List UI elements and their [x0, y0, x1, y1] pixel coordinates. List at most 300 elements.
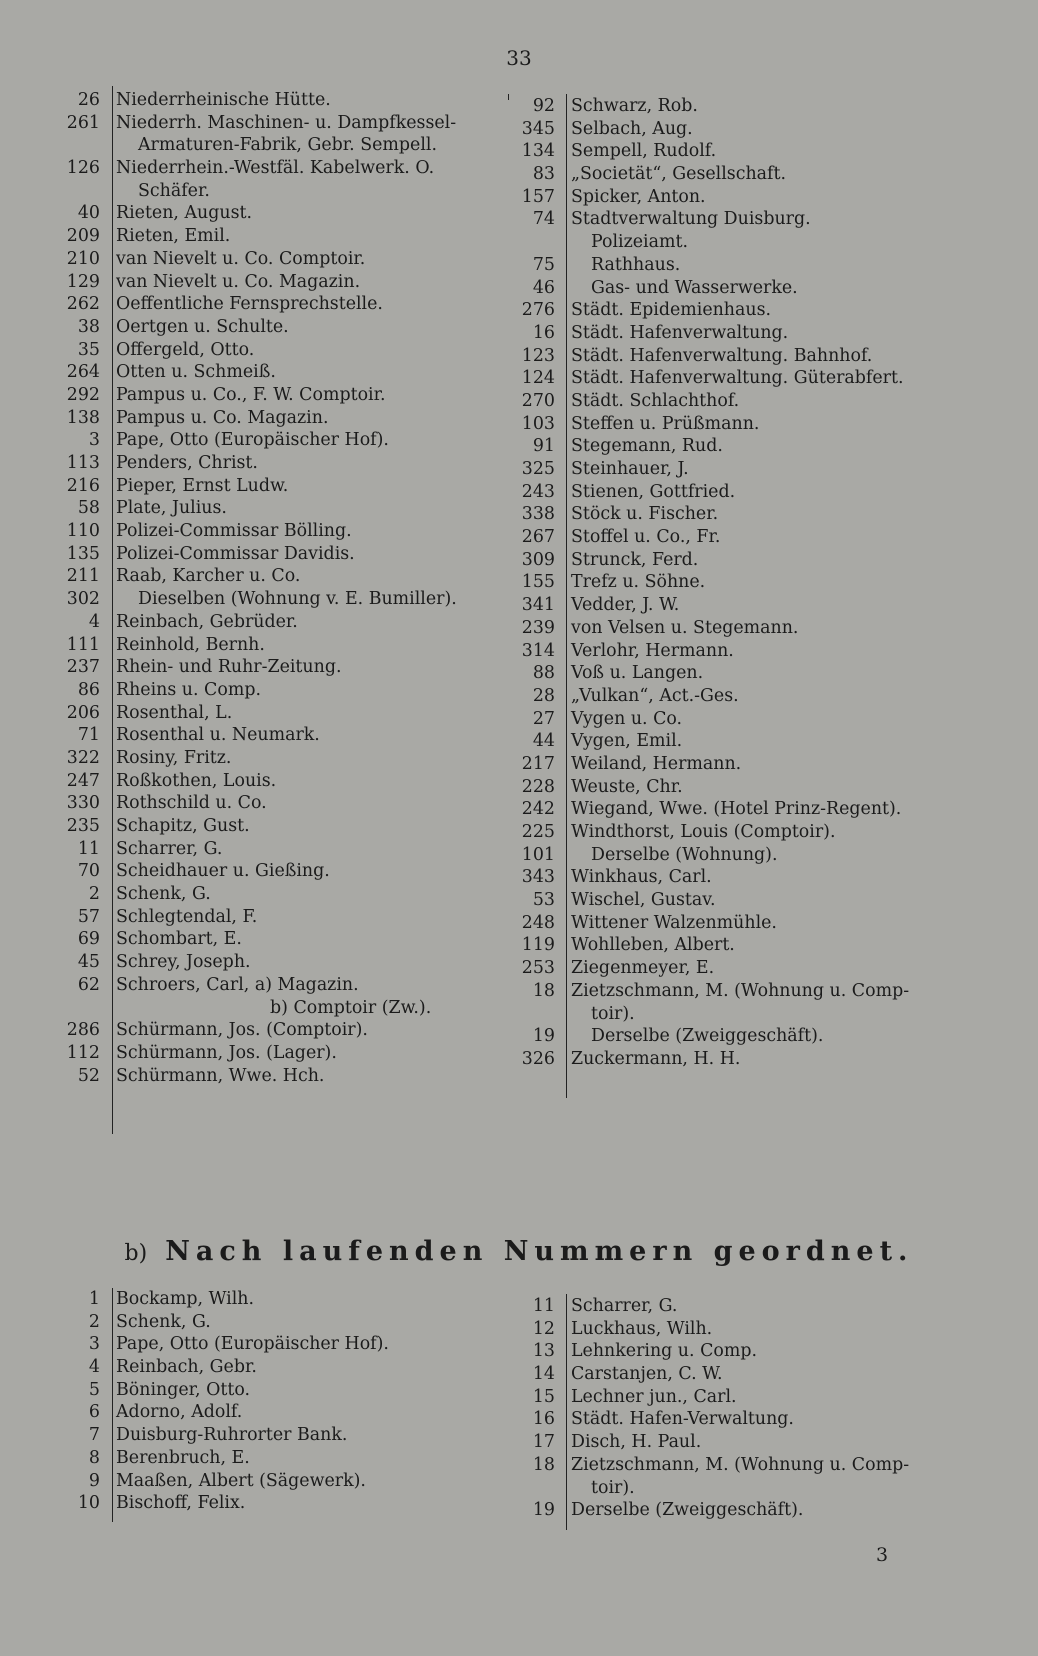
section-b-prefix: b) — [124, 1241, 148, 1266]
entry-number: 206 — [66, 702, 100, 723]
entry-number: 86 — [77, 679, 100, 700]
directory-entry — [42, 497, 502, 520]
entry-name: Derselbe (Zweiggeschäft). — [571, 1500, 804, 1521]
entry-number: 6 — [88, 1402, 100, 1423]
entry-number: 211 — [66, 566, 100, 587]
directory-entry — [485, 1340, 945, 1363]
entry-number: 88 — [532, 663, 555, 684]
entry-name: Derselbe (Wohnung). — [591, 844, 778, 865]
directory-entry — [42, 1492, 502, 1515]
entry-number: 157 — [521, 186, 555, 207]
entry-name: Pape, Otto (Europäischer Hof). — [116, 1334, 389, 1355]
entry-name: Rhein- und Ruhr-Zeitung. — [116, 657, 342, 678]
entry-number: 19 — [532, 1500, 555, 1521]
entry-number: 92 — [532, 96, 555, 116]
entry-name: Schapitz, Gust. — [116, 816, 250, 836]
entry-name: Rosenthal, L. — [116, 702, 233, 723]
entry-name: Otten u. Schmeiß. — [116, 362, 276, 383]
directory-entry — [485, 1025, 945, 1048]
entry-number: 225 — [521, 822, 555, 842]
directory-entry — [42, 565, 502, 588]
entry-name: Scheidhauer u. Gießing. — [116, 861, 330, 882]
entry-name: Vygen u. Co. — [571, 708, 683, 729]
entry-name: Wittener Walzenmühle. — [571, 912, 777, 933]
page-number: 33 — [506, 46, 532, 70]
entry-name: Wischel, Gustav. — [571, 890, 716, 911]
entry-name: Berenbruch, E. — [116, 1447, 250, 1468]
entry-name: Polizei-Commissar Davidis. — [116, 543, 355, 564]
entry-number: 341 — [521, 595, 555, 616]
entry-number: 46 — [532, 277, 555, 298]
directory-entry — [42, 860, 502, 883]
entry-number: 253 — [521, 958, 555, 979]
section-b-title: Nach laufenden Nummern geordnet. — [165, 1236, 914, 1267]
entry-number: 103 — [521, 413, 555, 434]
entry-number: 129 — [66, 271, 100, 292]
entry-name: Schenk, G. — [116, 884, 211, 905]
directory-entry — [42, 225, 502, 248]
entry-number: 62 — [77, 974, 100, 995]
entry-number: 235 — [66, 816, 100, 836]
directory-entry — [42, 157, 502, 180]
entry-name: Dieselben (Wohnung v. E. Bumiller). — [138, 589, 457, 610]
entry-number: 44 — [532, 731, 555, 752]
entry-number: 286 — [66, 1020, 100, 1041]
directory-entry — [42, 1424, 502, 1447]
entry-number: 7 — [88, 1425, 100, 1446]
entry-name: Duisburg-Ruhrorter Bank. — [116, 1425, 348, 1446]
entry-name: Stadtverwaltung Duisburg. — [571, 209, 811, 230]
directory-entry — [42, 1356, 502, 1379]
entry-name: Sempell, Rudolf. — [571, 141, 717, 162]
entry-name: Schombart, E. — [116, 929, 242, 950]
directory-entry — [485, 889, 945, 912]
directory-entry — [485, 186, 945, 209]
entry-name: Schäfer. — [138, 180, 210, 201]
entry-name: Wohlleben, Albert. — [571, 935, 735, 956]
entry-name: Adorno, Adolf. — [116, 1402, 243, 1423]
directory-entry — [485, 912, 945, 935]
directory-entry — [485, 413, 945, 436]
directory-entry — [42, 1470, 502, 1493]
directory-entry — [485, 435, 945, 458]
entry-number: 124 — [521, 368, 555, 389]
directory-entry — [485, 1318, 945, 1341]
directory-entry — [42, 906, 502, 929]
entry-name: Bischoff, Felix. — [116, 1493, 246, 1514]
directory-entry — [42, 588, 502, 611]
directory-entry — [42, 248, 502, 271]
directory-entry — [42, 611, 502, 634]
entry-number: 9 — [88, 1470, 100, 1491]
entry-number: 216 — [66, 475, 100, 496]
entry-name: Lehnkering u. Comp. — [571, 1341, 757, 1362]
directory-entry — [485, 662, 945, 685]
entry-number: 70 — [77, 861, 100, 882]
entry-name: Niederrhein.-Westfäl. Kabelwerk. O. — [116, 158, 435, 179]
entry-name: Gas- und Wasserwerke. — [591, 277, 798, 298]
entry-name: Rathhaus. — [591, 254, 681, 275]
directory-entry — [42, 202, 502, 225]
directory-entry — [485, 594, 945, 617]
entry-name: Strunck, Ferd. — [571, 549, 699, 570]
entry-number: 112 — [66, 1042, 100, 1063]
directory-entry — [485, 844, 945, 867]
entry-name: Trefz u. Söhne. — [571, 572, 706, 593]
entry-name: Oertgen u. Schulte. — [116, 316, 289, 337]
entry-name: Rosenthal u. Neumark. — [116, 725, 320, 746]
directory-entry — [485, 730, 945, 753]
entry-name: Pampus u. Co. Magazin. — [116, 407, 329, 428]
directory-entry — [485, 549, 945, 572]
directory-entry — [42, 724, 502, 747]
entry-number: 101 — [521, 844, 555, 865]
entry-number: 314 — [521, 640, 555, 661]
directory-entry — [42, 928, 502, 951]
directory-entry — [485, 140, 945, 163]
directory-entry — [485, 640, 945, 663]
entry-number: 322 — [66, 747, 100, 768]
directory-entry — [42, 475, 502, 498]
directory-entry — [42, 997, 502, 1020]
directory-entry — [485, 617, 945, 640]
entry-number: 14 — [532, 1364, 555, 1385]
entry-name: Städt. Hafenverwaltung. Bahnhof. — [571, 345, 873, 366]
directory-entry — [485, 481, 945, 504]
entry-number: 243 — [521, 481, 555, 502]
directory-entry — [485, 1408, 945, 1431]
directory-entry — [42, 1288, 502, 1311]
directory-entry — [42, 951, 502, 974]
entry-name: Zuckermann, H. H. — [571, 1048, 741, 1069]
entry-name: Schürmann, Jos. (Comptoir). — [116, 1020, 368, 1041]
entry-name: Rothschild u. Co. — [116, 793, 267, 814]
directory-entry — [485, 390, 945, 413]
directory-entry — [42, 883, 502, 906]
directory-entry — [42, 1379, 502, 1402]
section-a-right-column — [485, 95, 945, 1071]
entry-name: Reinbach, Gebr. — [116, 1357, 257, 1378]
entry-number: 91 — [532, 436, 555, 457]
entry-number: 58 — [77, 498, 100, 519]
directory-entry — [485, 458, 945, 481]
entry-number: 74 — [532, 209, 555, 230]
entry-number: 343 — [521, 867, 555, 888]
entry-name: Weuste, Chr. — [571, 776, 683, 797]
entry-number: 113 — [66, 453, 100, 473]
entry-number: 19 — [532, 1026, 555, 1047]
entry-name: Böninger, Otto. — [116, 1379, 251, 1400]
entry-number: 52 — [77, 1065, 100, 1086]
entry-name: Niederrh. Maschinen- u. Dampfkessel- — [116, 112, 457, 133]
entry-number: 2 — [88, 884, 100, 905]
entry-name: Weiland, Hermann. — [571, 753, 742, 774]
entry-name: Pape, Otto (Europäischer Hof). — [116, 430, 389, 451]
directory-entry — [485, 1003, 945, 1026]
section-b-left-column — [42, 1288, 502, 1515]
entry-name: van Nievelt u. Co. Magazin. — [116, 271, 361, 292]
directory-entry — [485, 503, 945, 526]
entry-name: Stienen, Gottfried. — [571, 481, 736, 502]
entry-number: 69 — [77, 929, 100, 950]
entry-name: Steffen u. Prüßmann. — [571, 413, 760, 434]
entry-name: Schlegtendal, F. — [116, 906, 258, 927]
entry-name: van Nievelt u. Co. Comptoir. — [116, 248, 366, 269]
entry-name: Pieper, Ernst Ludw. — [116, 475, 289, 496]
directory-entry — [485, 1499, 945, 1522]
directory-entry — [42, 271, 502, 294]
entry-name: Polizei-Commissar Bölling. — [116, 521, 352, 542]
entry-number: 111 — [66, 634, 100, 655]
entry-name: Voß u. Langen. — [571, 663, 704, 684]
entry-name: Disch, H. Paul. — [571, 1432, 702, 1453]
directory-entry — [42, 747, 502, 770]
entry-number: 325 — [521, 459, 555, 479]
entry-number: 17 — [532, 1432, 555, 1453]
entry-number: 264 — [66, 362, 100, 383]
entry-name: Vedder, J. W. — [571, 595, 680, 616]
entry-number: 18 — [532, 980, 555, 1001]
entry-number: 276 — [521, 300, 555, 321]
entry-name: Bockamp, Wilh. — [116, 1289, 254, 1309]
directory-entry — [485, 367, 945, 390]
entry-name: Zietzschmann, M. (Wohnung u. Comp- — [571, 980, 910, 1001]
entry-number: 345 — [521, 118, 555, 139]
directory-entry — [42, 339, 502, 362]
entry-number: 228 — [521, 776, 555, 797]
directory-entry — [485, 571, 945, 594]
entry-name: Schürmann, Jos. (Lager). — [116, 1042, 337, 1063]
directory-entry — [42, 316, 502, 339]
directory-entry — [485, 322, 945, 345]
entry-number: 8 — [88, 1447, 100, 1468]
directory-entry — [485, 1454, 945, 1477]
directory-entry — [42, 792, 502, 815]
entry-number: 292 — [66, 384, 100, 405]
directory-entry — [42, 112, 502, 135]
entry-name: Luckhaus, Wilh. — [571, 1318, 713, 1339]
entry-name: Niederrheinische Hütte. — [116, 90, 331, 110]
entry-name: Raab, Karcher u. Co. — [116, 566, 301, 587]
directory-entry — [42, 407, 502, 430]
directory-entry — [485, 345, 945, 368]
directory-entry — [42, 974, 502, 997]
directory-entry — [485, 708, 945, 731]
directory-entry — [42, 679, 502, 702]
entry-name: Spicker, Anton. — [571, 186, 706, 207]
entry-name: „Vulkan“, Act.-Ges. — [571, 685, 739, 706]
entry-name: Vygen, Emil. — [571, 731, 683, 752]
directory-entry — [42, 770, 502, 793]
entry-number: 330 — [66, 793, 100, 814]
entry-number: 28 — [532, 685, 555, 706]
entry-number: 4 — [88, 1357, 100, 1378]
entry-name: Maaßen, Albert (Sägewerk). — [116, 1470, 366, 1491]
directory-entry — [485, 1386, 945, 1409]
directory-entry — [485, 821, 945, 844]
directory-entry — [42, 702, 502, 725]
directory-entry — [485, 254, 945, 277]
directory-entry — [42, 134, 502, 157]
entry-number: 242 — [521, 799, 555, 820]
entry-name: toir). — [591, 1477, 635, 1498]
directory-entry — [485, 526, 945, 549]
directory-entry — [485, 1363, 945, 1386]
entry-number: 134 — [521, 141, 555, 162]
directory-entry — [485, 776, 945, 799]
entry-number: 326 — [521, 1048, 555, 1069]
directory-entry — [485, 277, 945, 300]
entry-number: 110 — [66, 521, 100, 542]
entry-name: Städt. Epidemienhaus. — [571, 300, 772, 321]
entry-number: 71 — [77, 725, 100, 746]
entry-number: 27 — [532, 708, 555, 729]
entry-number: 262 — [66, 294, 100, 315]
entry-number: 12 — [532, 1318, 555, 1339]
entry-name: Ziegenmeyer, E. — [571, 958, 715, 979]
directory-entry — [485, 1477, 945, 1500]
sheet-signature: 3 — [876, 1544, 889, 1566]
entry-name: Derselbe (Zweiggeschäft). — [591, 1026, 824, 1047]
entry-name: von Velsen u. Stegemann. — [571, 617, 799, 638]
entry-number: 209 — [66, 226, 100, 247]
entry-name: Städt. Hafenverwaltung. Güterabfert. — [571, 368, 904, 389]
entry-name: Oeffentliche Fernsprechstelle. — [116, 294, 383, 315]
entry-name: Rieten, Emil. — [116, 226, 231, 247]
entry-name: Schenk, G. — [116, 1311, 211, 1332]
entry-name: Schwarz, Rob. — [571, 96, 698, 116]
entry-number: 75 — [532, 254, 555, 275]
directory-entry — [42, 656, 502, 679]
entry-name: Stöck u. Fischer. — [571, 504, 719, 525]
entry-number: 138 — [66, 407, 100, 428]
entry-number: 338 — [521, 504, 555, 525]
entry-name: „Societät“, Gesellschaft. — [571, 164, 786, 185]
directory-entry — [485, 957, 945, 980]
entry-name: Winkhaus, Carl. — [571, 867, 712, 888]
entry-name: Polizeiamt. — [591, 232, 688, 253]
directory-entry — [42, 429, 502, 452]
entry-number: 83 — [532, 164, 555, 185]
entry-name: Reinhold, Bernh. — [116, 634, 265, 655]
entry-number: 237 — [66, 657, 100, 678]
entry-number: 3 — [88, 430, 100, 451]
directory-entry — [42, 89, 502, 112]
directory-entry — [42, 1333, 502, 1356]
entry-number: 309 — [521, 549, 555, 570]
directory-entry — [485, 798, 945, 821]
directory-entry — [42, 815, 502, 838]
entry-number: 270 — [521, 390, 555, 411]
section-a-left-column — [42, 89, 502, 1087]
directory-entry — [42, 180, 502, 203]
directory-entry — [42, 1042, 502, 1065]
directory-entry — [42, 361, 502, 384]
entry-name: Penders, Christ. — [116, 453, 258, 473]
entry-number: 4 — [88, 611, 100, 632]
entry-name: Rosiny, Fritz. — [116, 747, 232, 768]
entry-name: Selbach, Aug. — [571, 118, 693, 139]
entry-name: Pampus u. Co., F. W. Comptoir. — [116, 384, 386, 405]
directory-entry — [485, 685, 945, 708]
entry-number: 45 — [77, 952, 100, 973]
entry-name: Schroers, Carl, a) Magazin. — [116, 974, 359, 995]
directory-entry — [485, 866, 945, 889]
entry-number: 239 — [521, 617, 555, 638]
entry-number: 217 — [521, 753, 555, 774]
entry-name: Schrey, Joseph. — [116, 952, 251, 973]
entry-number: 57 — [77, 906, 100, 927]
entry-name: Stoffel u. Co., Fr. — [571, 527, 721, 548]
entry-number: 15 — [532, 1386, 555, 1407]
section-b-right-column — [485, 1295, 945, 1522]
entry-number: 16 — [532, 1409, 555, 1430]
entry-name: Scharrer, G. — [116, 838, 223, 859]
entry-name: Roßkothen, Louis. — [116, 770, 277, 791]
entry-number: 261 — [66, 112, 100, 133]
entry-name: Windthorst, Louis (Comptoir). — [571, 822, 836, 842]
entry-number: 26 — [77, 90, 100, 110]
entry-name: Plate, Julius. — [116, 498, 227, 519]
directory-entry — [42, 838, 502, 861]
entry-number: 248 — [521, 912, 555, 933]
entry-number: 10 — [77, 1493, 100, 1514]
directory-entry — [485, 1048, 945, 1071]
directory-entry — [42, 452, 502, 475]
entry-number: 3 — [88, 1334, 100, 1355]
entry-number: 40 — [77, 203, 100, 224]
entry-number: 302 — [66, 589, 100, 610]
directory-entry — [42, 1019, 502, 1042]
directory-entry — [485, 299, 945, 322]
directory-entry — [485, 208, 945, 231]
directory-entry — [42, 1447, 502, 1470]
entry-name: Steinhauer, J. — [571, 459, 689, 479]
entry-number: 11 — [77, 838, 100, 859]
entry-number: 53 — [532, 890, 555, 911]
entry-number: 1 — [88, 1289, 100, 1309]
directory-entry — [42, 1401, 502, 1424]
entry-name: Rieten, August. — [116, 203, 253, 224]
directory-entry — [485, 231, 945, 254]
entry-number: 35 — [77, 339, 100, 360]
entry-name: b) Comptoir (Zw.). — [270, 997, 432, 1018]
entry-number: 155 — [521, 572, 555, 593]
directory-entry — [42, 293, 502, 316]
entry-number: 38 — [77, 316, 100, 337]
directory-entry — [485, 934, 945, 957]
entry-number: 5 — [88, 1379, 100, 1400]
entry-number: 11 — [532, 1296, 555, 1316]
entry-name: Zietzschmann, M. (Wohnung u. Comp- — [571, 1454, 910, 1475]
entry-number: 123 — [521, 345, 555, 366]
entry-name: Schürmann, Wwe. Hch. — [116, 1065, 325, 1086]
directory-entry — [42, 1065, 502, 1088]
directory-entry — [42, 1311, 502, 1334]
entry-number: 135 — [66, 543, 100, 564]
entry-name: Offergeld, Otto. — [116, 339, 255, 360]
entry-name: Reinbach, Gebrüder. — [116, 611, 298, 632]
directory-entry — [485, 980, 945, 1003]
directory-entry — [42, 384, 502, 407]
entry-number: 267 — [521, 527, 555, 548]
directory-entry — [485, 163, 945, 186]
directory-entry — [485, 95, 945, 118]
entry-number: 210 — [66, 248, 100, 269]
directory-entry — [42, 634, 502, 657]
entry-name: Lechner jun., Carl. — [571, 1386, 737, 1407]
entry-name: Städt. Hafen-Verwaltung. — [571, 1409, 794, 1430]
